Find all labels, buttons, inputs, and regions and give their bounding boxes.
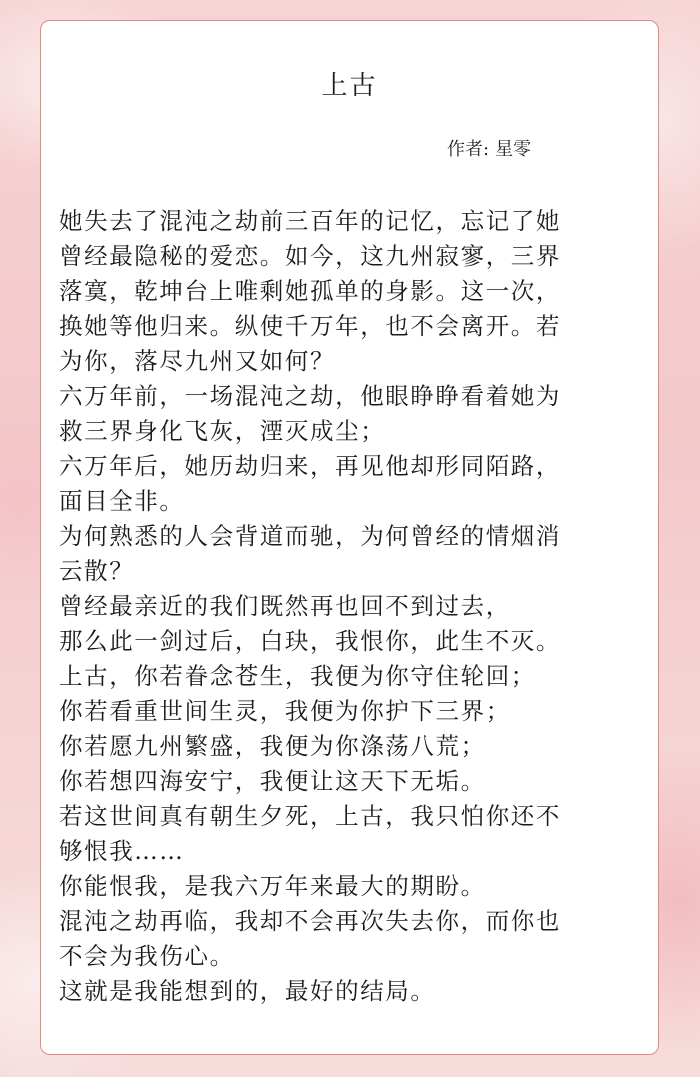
article-card <box>40 20 659 1055</box>
text-line: 上古，你若眷念苍生，我便为你守住轮回； <box>59 662 536 690</box>
text-line: 若这世间真有朝生夕死，上古，我只怕你还不 <box>59 802 561 830</box>
author-line <box>445 137 531 163</box>
text-line: 曾经最隐秘的爱恋。如今，这九州寂寥，三界 <box>59 242 561 270</box>
text-line: 够恨我…… <box>59 837 185 865</box>
text-line: 你若想四海安宁，我便让这天下无垢。 <box>59 767 486 795</box>
text-line: 云散？ <box>59 557 135 585</box>
text-line: 你若愿九州繁盛，我便为你涤荡八荒； <box>59 732 486 760</box>
author-name: 星零 <box>495 139 532 160</box>
text-line: 不会为我伤心。 <box>59 942 235 970</box>
text-line: 为何熟悉的人会背道而驰，为何曾经的情烟消 <box>59 522 561 550</box>
text-line: 为你，落尽九州又如何？ <box>59 347 336 375</box>
text-line: 六万年前，一场混沌之劫，他眼睁睁看着她为 <box>59 382 561 410</box>
text-line: 面目全非。 <box>59 487 185 515</box>
article-title: 上古 <box>321 71 378 101</box>
text-line: 她失去了混沌之劫前三百年的记忆，忘记了她 <box>59 207 561 235</box>
text-line: 曾经最亲近的我们既然再也回不到过去， <box>59 592 511 620</box>
text-line: 这就是我能想到的，最好的结局。 <box>59 977 436 1005</box>
text-line: 你能恨我，是我六万年来最大的期盼。 <box>59 872 486 900</box>
text-line: 落寞，乾坤台上唯剩她孤单的身影。这一次， <box>59 277 561 305</box>
text-line: 你若看重世间生灵，我便为你护下三界； <box>59 697 511 725</box>
text-line: 那么此一剑过后，白玦，我恨你，此生不灭。 <box>59 627 561 655</box>
article-body <box>59 204 639 1009</box>
text-line: 六万年后，她历劫归来，再见他却形同陌路， <box>59 452 561 480</box>
text-line: 救三界身化飞灰，湮灭成尘； <box>59 417 386 445</box>
text-line: 混沌之劫再临，我却不会再次失去你，而你也 <box>59 907 561 935</box>
author-label: 作者: <box>447 139 490 160</box>
text-line: 换她等他归来。纵使千万年，也不会离开。若 <box>59 312 561 340</box>
